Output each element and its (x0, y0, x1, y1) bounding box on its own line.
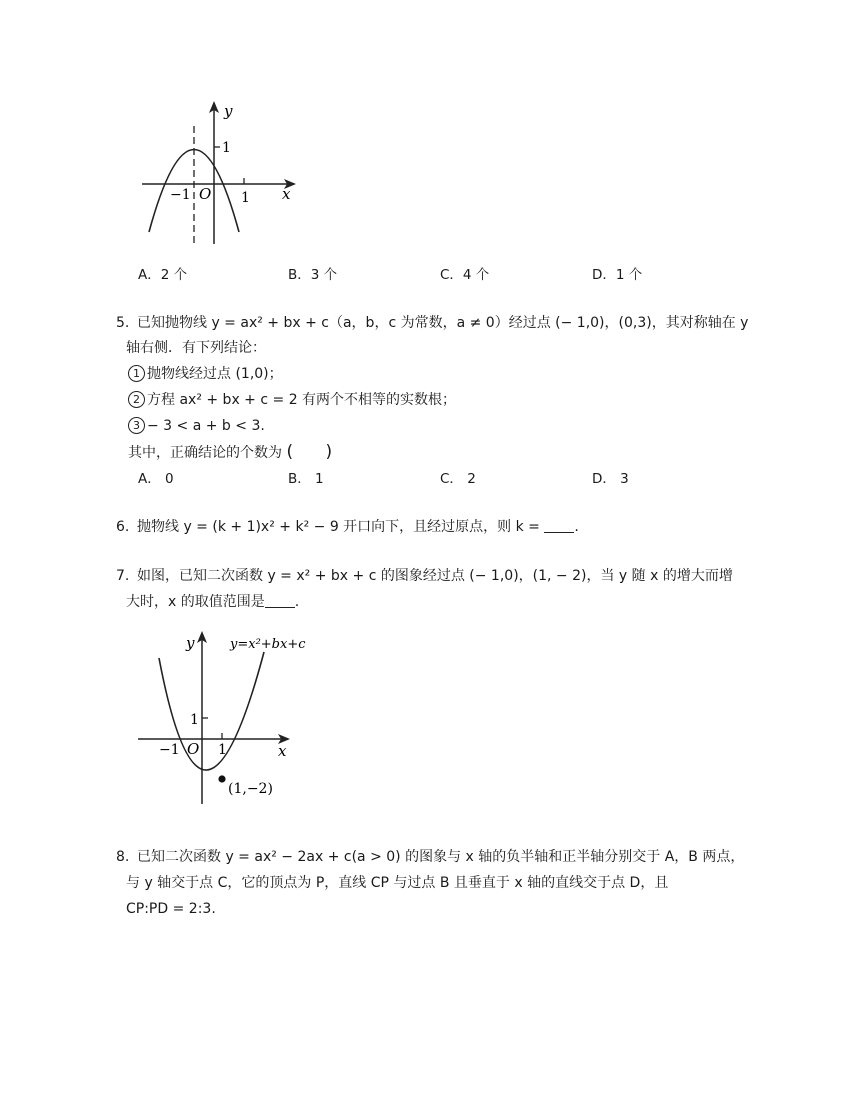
q5-statement-3 (128, 416, 265, 436)
q7-line-2 (126, 592, 299, 612)
q7-answer-blank[interactable] (265, 593, 295, 608)
point-marker (218, 775, 225, 782)
tick-label-y-1: 1 (190, 712, 199, 728)
q6-number: 6. (116, 519, 130, 535)
q6-answer-blank[interactable] (544, 518, 574, 533)
q8-line-1: 已知二次函数 y = ax² − 2ax + c(a > 0) 的图象与 x 轴的负半轴和正半轴分别交于 A，B 两点， (137, 849, 745, 865)
q5-option-c[interactable]: C． 2 (440, 471, 476, 487)
circled-number-2: 2 (128, 391, 145, 408)
q7-end: . (294, 594, 300, 610)
point-label: (1,−2) (228, 781, 273, 797)
q8-number: 8. (116, 849, 130, 865)
q4-option-c[interactable]: C．4 个 (440, 267, 490, 283)
y-axis-label: y (186, 634, 195, 652)
q7-number: 7. (116, 568, 130, 584)
q8-line-2: 与 y 轴交于点 C，它的顶点为 P，直线 CP 与过点 B 且垂直于 x 轴的直线交于点 D，且 (126, 875, 669, 891)
tick-label-neg-1: −1 (159, 742, 180, 758)
y-axis-label: y (224, 102, 233, 120)
q6-end: . (574, 519, 579, 535)
q5-statement-1-text: 抛物线经过点 (1,0)； (147, 366, 283, 382)
q5-number: 5. (116, 315, 130, 331)
q5-option-b[interactable]: B． 1 (288, 471, 324, 487)
q5-statement-2-text: 方程 ax² + bx + c = 2 有两个不相等的实数根； (147, 392, 457, 408)
q5-statement-1 (128, 364, 283, 384)
q5-question-text: 其中，正确结论的个数为 (128, 445, 282, 461)
q4-option-d[interactable]: D．1 个 (592, 267, 643, 283)
q5-statement-2 (128, 390, 456, 410)
circled-number-1: 1 (128, 365, 145, 382)
q6-text: 抛物线 y = (k + 1)x² + k² − 9 开口向下，且经过原点，则 k = (137, 519, 540, 535)
q4-option-a[interactable]: A．2 个 (138, 267, 188, 283)
q7-line-2-text: 大时，x 的取值范围是 (126, 594, 265, 610)
q5-option-d[interactable]: D． 3 (592, 471, 629, 487)
q6-line (137, 517, 579, 537)
q4-option-b[interactable]: B．3 个 (288, 267, 338, 283)
q7-line-1: 如图，已知二次函数 y = x² + bx + c 的图象经过点 (− 1,0)，(1, − 2)，当 y 随 x 的增大而增 (137, 568, 733, 584)
origin-label: O (187, 740, 200, 758)
circled-number-3: 3 (128, 417, 145, 434)
q5-question (128, 442, 332, 463)
tick-label-y-1: 1 (222, 140, 231, 156)
q5-statement-3-text: − 3 < a + b < 3. (147, 418, 265, 434)
q5-answer-paren[interactable]: ( ) (286, 442, 333, 462)
tick-label-neg-1: −1 (170, 187, 191, 203)
x-axis-label: x (278, 742, 287, 760)
q5-option-a[interactable]: A． 0 (138, 471, 174, 487)
x-axis-label: x (282, 185, 291, 203)
tick-label-x-1: 1 (241, 190, 250, 206)
q5-line-2: 轴右侧．有下列结论： (126, 340, 266, 356)
tick-label-x-1: 1 (218, 742, 227, 758)
figure-1-graph (136, 98, 306, 248)
origin-label: O (199, 185, 212, 203)
figure-2-graph (136, 628, 326, 808)
q8-line-3: CP:PD = 2:3. (126, 901, 216, 917)
q5-line-1: 已知抛物线 y = ax² + bx + c（a，b，c 为常数，a ≠ 0）经过点 (− 1,0)，(0,3)，其对称轴在 y (137, 315, 749, 331)
function-label: y=x²+bx+c (230, 637, 306, 652)
